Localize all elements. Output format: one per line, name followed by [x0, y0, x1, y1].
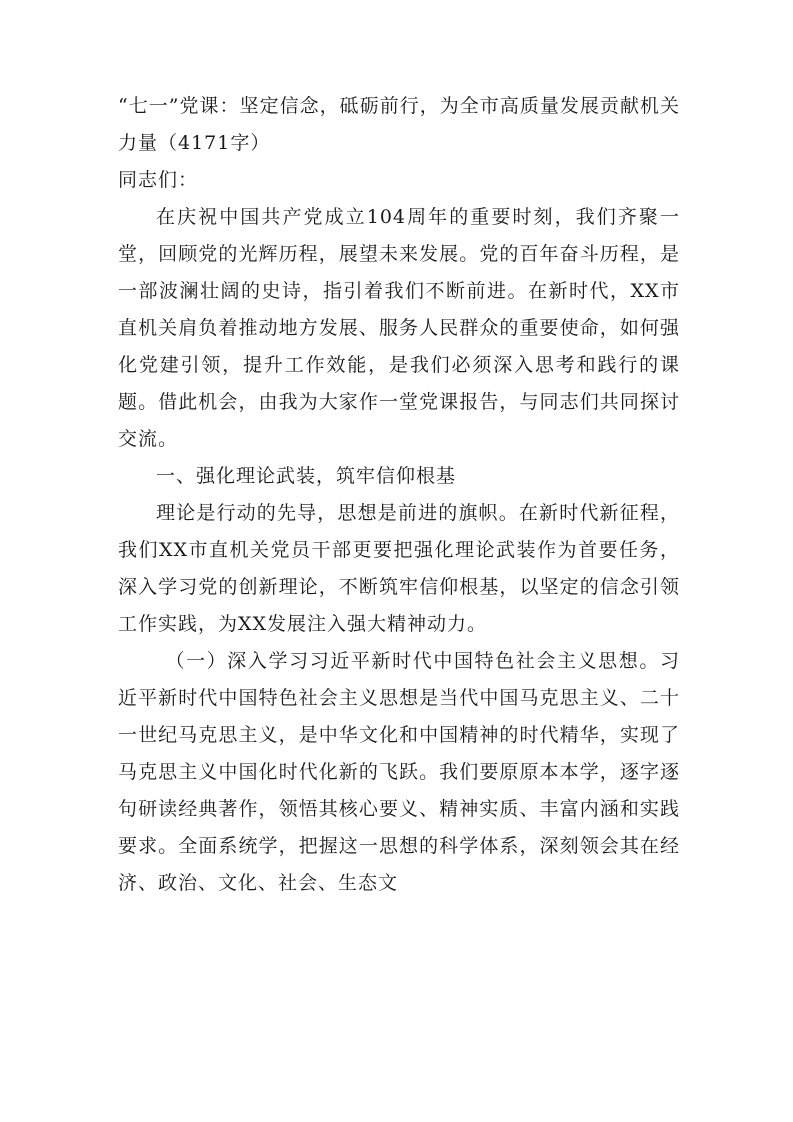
document-page [118, 88, 680, 902]
paragraph-section-1: 理论是行动的先导，思想是前进的旗帜。在新时代新征程，我们XX市直机关党员干部更要把强化理论武装作为首要任务，深入学习党的创新理论，不断筑牢信仰根基，以坚定的信念引领工作实践，为XX发展注入强大精神动力。 [118, 502, 680, 635]
paragraph-subsection-1: （一）深入学习习近平新时代中国特色社会主义思想。习近平新时代中国特色社会主义思想是当代中国马克思主义、二十一世纪马克思主义，是中华文化和中国精神的时代精华，实现了马克思主义中国化时代化新的飞跃。我们要原原本本学，逐字逐句研读经典著作，领悟其核心要义、精神实质、丰富内涵和实践要求。全面系统学，把握这一思想的科学体系，深刻领会其在经济、政治、文化、社会、生态文 [118, 650, 680, 894]
document-title: “七一”党课：坚定信念，砥砺前行，为全市高质量发展贡献机关力量（4171字） [118, 95, 680, 154]
section-heading-1: 一、强化理论武装，筑牢信仰根基 [156, 465, 457, 487]
salutation: 同志们： [118, 169, 199, 191]
paragraph-intro: 在庆祝中国共产党成立104周年的重要时刻，我们齐聚一堂，回顾党的光辉历程，展望未来发展。党的百年奋斗历程，是一部波澜壮阔的史诗，指引着我们不断前进。在新时代，XX市直机关肩负着推动地方发展、服务人民群众的重要使命，如何强化党建引领，提升工作效能，是我们必须深入思考和践行的课题。借此机会，由我为大家作一堂党课报告，与同志们共同探讨交流。 [118, 206, 680, 450]
